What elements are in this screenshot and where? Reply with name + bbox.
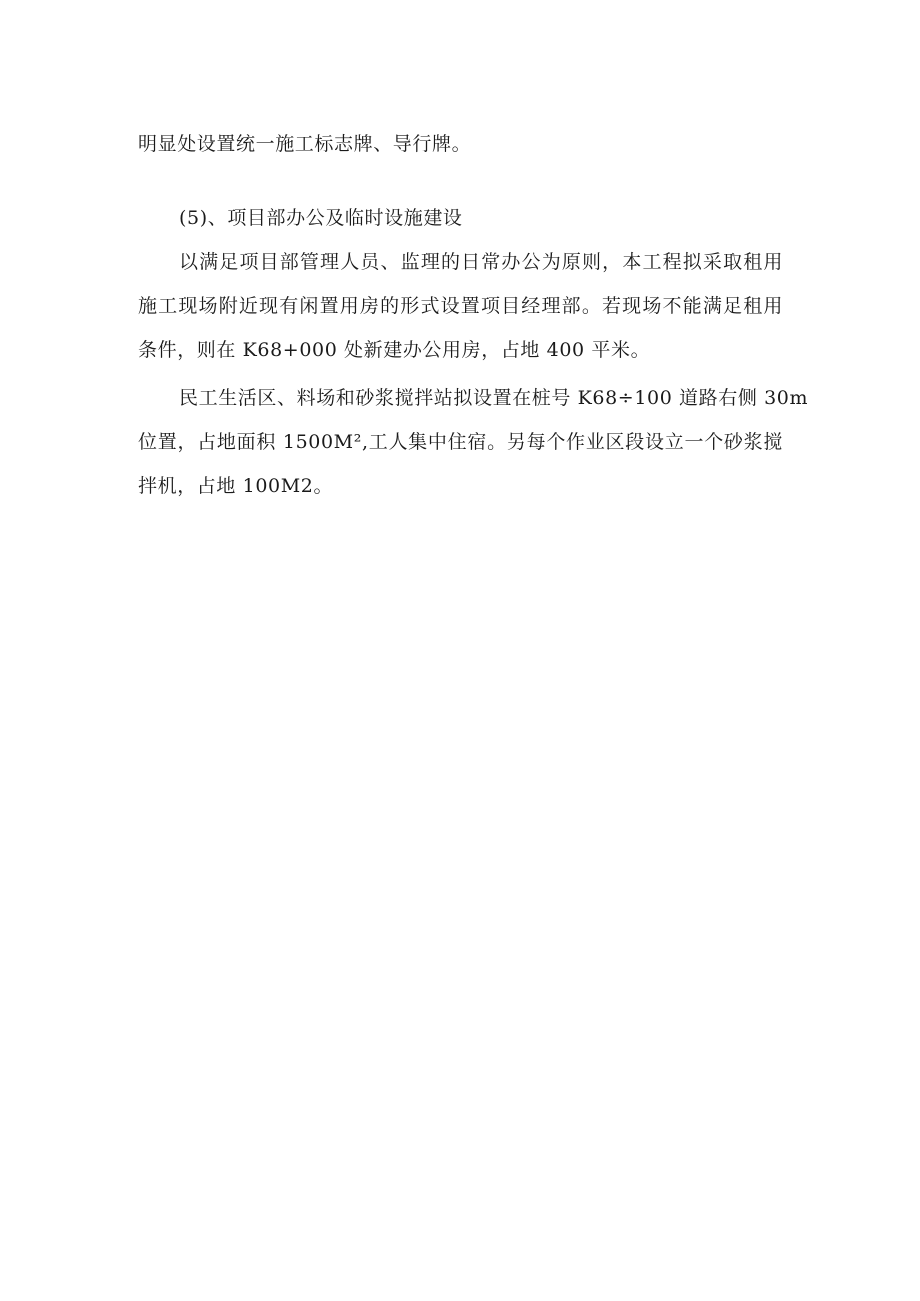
text-line: 民工生活区、料场和砂浆搅拌站拟设置在桩号 K68÷100 道路右侧 30m xyxy=(179,387,809,409)
text-line: 位置，占地面积 1500M²,工人集中住宿。另每个作业区段设立一个砂浆搅 xyxy=(138,431,783,453)
heading-text: (5)、项目部办公及临时设施建设 xyxy=(179,207,463,229)
text-line: 条件，则在 K68+000 处新建办公用房，占地 400 平米。 xyxy=(138,339,651,361)
text-line: 以满足项目部管理人员、监理的日常办公为原则，本工程拟采取租用 xyxy=(179,251,783,273)
text-line: 施工现场附近现有闲置用房的形式设置项目经理部。若现场不能满足租用 xyxy=(138,295,783,317)
paragraph-project-office xyxy=(138,240,783,372)
text-line: 拌机，占地 100M2。 xyxy=(138,475,334,497)
paragraph-signage xyxy=(138,122,783,166)
section-heading xyxy=(138,196,783,240)
paragraph-worker-area xyxy=(138,376,809,508)
text-line: 明显处设置统一施工标志牌、导行牌。 xyxy=(138,133,472,155)
